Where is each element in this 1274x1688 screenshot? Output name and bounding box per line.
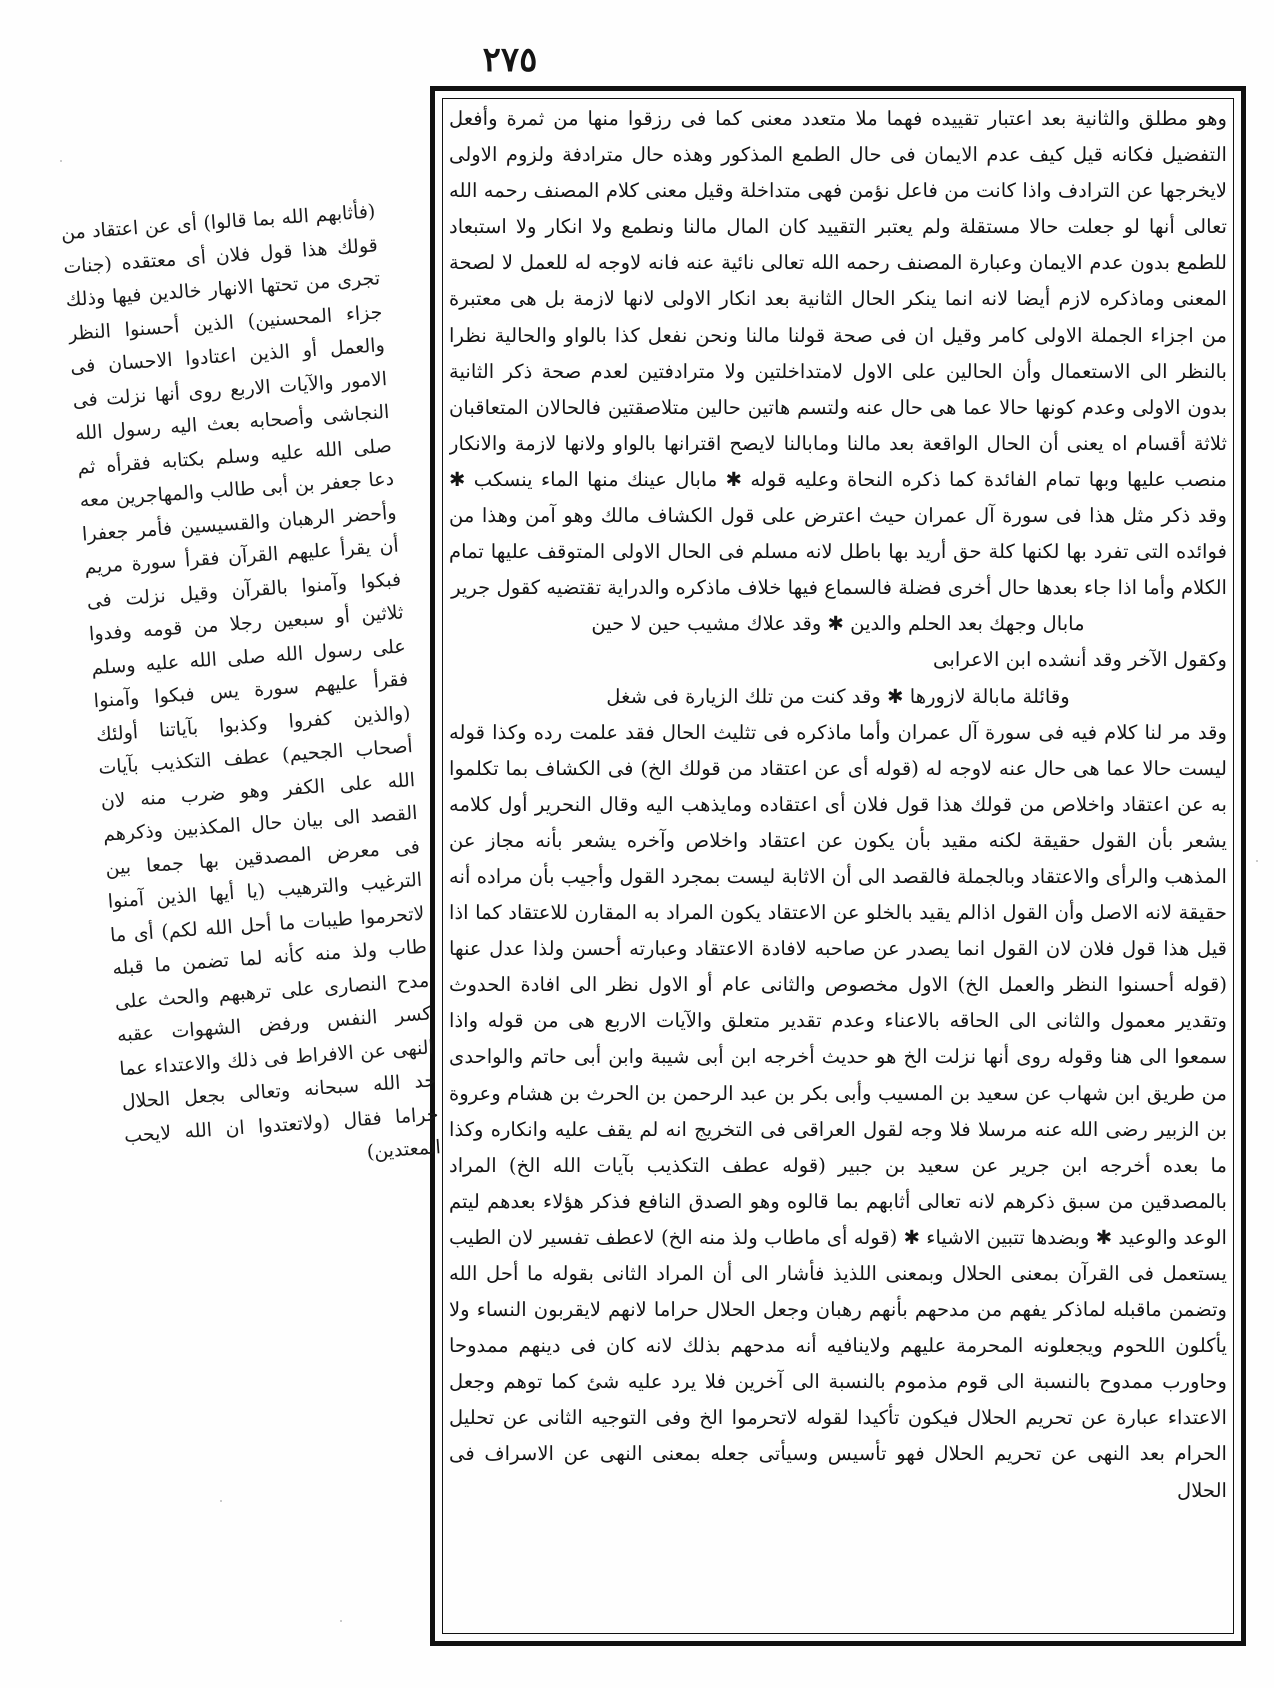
verse-introduction: وكقول الآخر وقد أنشده ابن الاعرابى — [933, 648, 1227, 672]
paper-speck — [60, 160, 62, 162]
commentary-paragraph-2: وقد مر لنا كلام فيه فى سورة آل عمران وأما ماذكره فى تثليث الحال فقد علمت رده وكذا قوله ليست حالا عما هى حال عنه لاوجه له (قوله أى عن اعتقاد من قولك الخ) فى الكشاف بما تكلموا به عن اعتقاد واخلاص من قولك هذا قول فلان أى اعتقاده ومايذهب اليه وقال النحرير أول كلامه يشعر بأن القول حقيقة لكنه مقيد بأن يكون عن اعتقاد واخلاص وآخره يشعر بأنه مجاز عن المذهب والرأى والاعتقاد وبالجملة فالقصد الى أن الاثابة ليست بمجرد القول وأجيب بأن مراده أنه حقيقة لانه الاصل وأن القول اذالم يقيد بالخلو عن الاعتقاد يكون المراد به المقارن للاعتقاد كما اذا قيل هذا قول فلان لان القول انما يصدر عن صاحبه لافادة الاعتقاد وعبارته أحسن ولذا عدل عنها (قوله أحسنوا النظر والعمل الخ) الاول مخصوص والثانى عام أو الاول نظر الى افادة الحدوث وتقدير معمول والثانى الى الحاقه بالاعناء وعدم تقدير متعلق والآيات الاربع هى من قوله واذا سمعوا الى هنا وقوله روى أنها نزلت الخ هو حديث أخرجه ابن أبى شيبة وابن أبى حاتم والواحدى من طريق ابن شهاب عن سعيد بن المسيب وأبى بكر بن عبد الرحمن بن الحرث بن هشام وعروة بن الزبير رضى الله عنه مرسلا فلا وجه لقول العراقى فى التخريج انه لم يقف عليه وانكاره وكذا ما بعده أخرجه ابن جرير عن سعيد بن جبير (قوله عطف التكذيب بآيات الله الخ) المراد بالمصدقين من سبق ذكرهم لانه تعالى أثابهم بما قالوه وهو الصدق النافع فذكر هؤلاء بعدهم ليتم الوعد والوعيد ✱ وبضدها تتبين الاشياء ✱ (قوله أى ماطاب ولذ منه الخ) لاعطف تفسير لان الطيب يستعمل فى القرآن بمعنى الحلال وبمعنى اللذيذ فأشار الى أن المراد الثانى بقوله ما أحل الله وتضمن ماقبله لماذكر يفهم من مدحهم بأنهم رهبان وجعل الحلال حراما لانهم لايقربون النساء ولا يأكلون اللحوم ويجعلونه المحرمة عليهم ولاينافيه أنه مدحهم بذلك لانه كان فى دينهم ممدوحا وحاورب ممدوح بالنسبة الى قوم مذموم بالنسبة الى آخرين فلا يرد عليه شئ كما توهم وجعل الاعتداء عبارة عن تحريم الحلال فيكون تأكيدا لقوله لاتحرموا الخ وفى التوجيه الثانى عن تحليل الحرام بعد النهى عن تحريم الحلال فهو تأسيس وسيأتى جعله بمعنى النهى عن الاسراف فى الحلال — [449, 720, 1227, 1502]
poetry-verse-2: وقائلة مابالة لازورها ✱ وقد كنت من تلك الزيارة فى شغل — [606, 684, 1070, 708]
paper-speck — [220, 1500, 222, 1502]
poetry-verse-1: مابال وجهك بعد الحلم والدين ✱ وقد علاك مشيب حين لا حين — [591, 612, 1085, 636]
page-number: ٢٧٥ — [482, 40, 538, 80]
main-text-frame — [430, 86, 1246, 1646]
commentary-body — [449, 101, 1227, 1631]
paper-speck — [1256, 860, 1258, 862]
margin-note — [60, 195, 455, 1374]
margin-note-text: (فأثابهم الله بما قالوا) أى عن اعتقاد من قولك هذا قول فلان أى معتقده (جنات تجرى من تحتها الانهار خالدين فيها وذلك جزاء المحسنين) الذين أحسنوا النظر والعمل أو الذين اعتادوا الاحسان فى الامور والآيات الاربع روى أنها نزلت فى النجاشى وأصحابه بعث اليه رسول الله صلى الله عليه وسلم بكتابه فقرأه ثم دعا جعفر بن أبى طالب والمهاجرين معه وأحضر الرهبان والقسيسين فأمر جعفرا أن يقرأ عليهم القرآن فقرأ سورة مريم فبكوا وآمنوا بالقرآن وقيل نزلت فى ثلاثين أو سبعين رجلا من قومه وفدوا على رسول الله صلى الله عليه وسلم فقرأ عليهم سورة يس فبكوا وآمنوا (والذين كفروا وكذبوا بآياتنا أولئك أصحاب الجحيم) عطف التكذيب بآيات الله على الكفر وهو ضرب منه لان القصد الى بيان حال المكذبين وذكرهم فى معرض المصدقين بها جمعا بين الترغيب والترهيب (يا أيها الذين آمنوا لاتحرموا طيبات ما أحل الله لكم) أى ما طاب ولذ منه كأنه لما تضمن ما قبله مدح النصارى على ترهبهم والحث على كسر النفس ورفض الشهوات عقبه النهى عن الافراط فى ذلك والاعتداء عما حد الله سبحانه وتعالى بجعل الحلال حراما فقال (ولاتعتدوا ان الله لايحب المعتدين) — [60, 200, 442, 1164]
paper-speck — [340, 1620, 342, 1622]
commentary-paragraph-1: وهو مطلق والثانية بعد اعتبار تقييده فهما ملا متعدد معنى كما فى رزقوا منها من ثمرة وأفعل التفضيل فكانه قيل كيف عدم الايمان فى حال الطمع المذكور وهذه حال مترادفة ولزوم الاولى لايخرجها عن الترادف واذا كانت من فاعل نؤمن فهى متداخلة وقيل معنى كلام المصنف رحمه الله تعالى أنها لو جعلت حالا مستقلة ولم يعتبر التقييد كان المال مالنا ونطمع ولا انكار ولا استبعاد للطمع بدون عدم الايمان وعبارة المصنف رحمه الله تعالى نائية عنه فانه لاوجه له للعمل لا لصحة المعنى وماذكره لازم أيضا لانه انما ينكر الحال الثانية بعد انكار الاولى لانها لازمة بل هى معتبرة من اجزاء الجملة الاولى كامر وقيل ان فى صحة قولنا مالنا ونحن نفعل كذا بالواو والحالية نظرا بالنظر الى الاستعمال وأن الحالين على الاول لامتداخلتين ولا مترادفتين لعدم صحة ذكر الثانية بدون الاولى وعدم كونها حالا عما هى حال عنه ولتسم هاتين حالين متلاصقتين فالحالان المتعاقبان ثلاثة أقسام اه يعنى أن الحال الواقعة بعد مالنا ومابالنا لايصح اقترانها بالواو ولانها لازمة والانكار منصب عليها وبها تمام الفائدة كما ذكره النحاة وعليه قوله ✱ مابال عينك منها الماء ينسكب ✱ وقد ذكر مثل هذا فى سورة آل عمران حيث اعترض على قول الكشاف مالك وهو آمن وهذا من فوائده التى تفرد بها لكنها كلة حق أريد بها باطل لانه مسلم فى الحال الاولى المتوقف عليها تمام الكلام وأما اذا جاء بعدها حال أخرى فضلة فالسماع فيها خلاف ماذكره والدراية تقتضيه كقول جرير — [449, 107, 1227, 600]
